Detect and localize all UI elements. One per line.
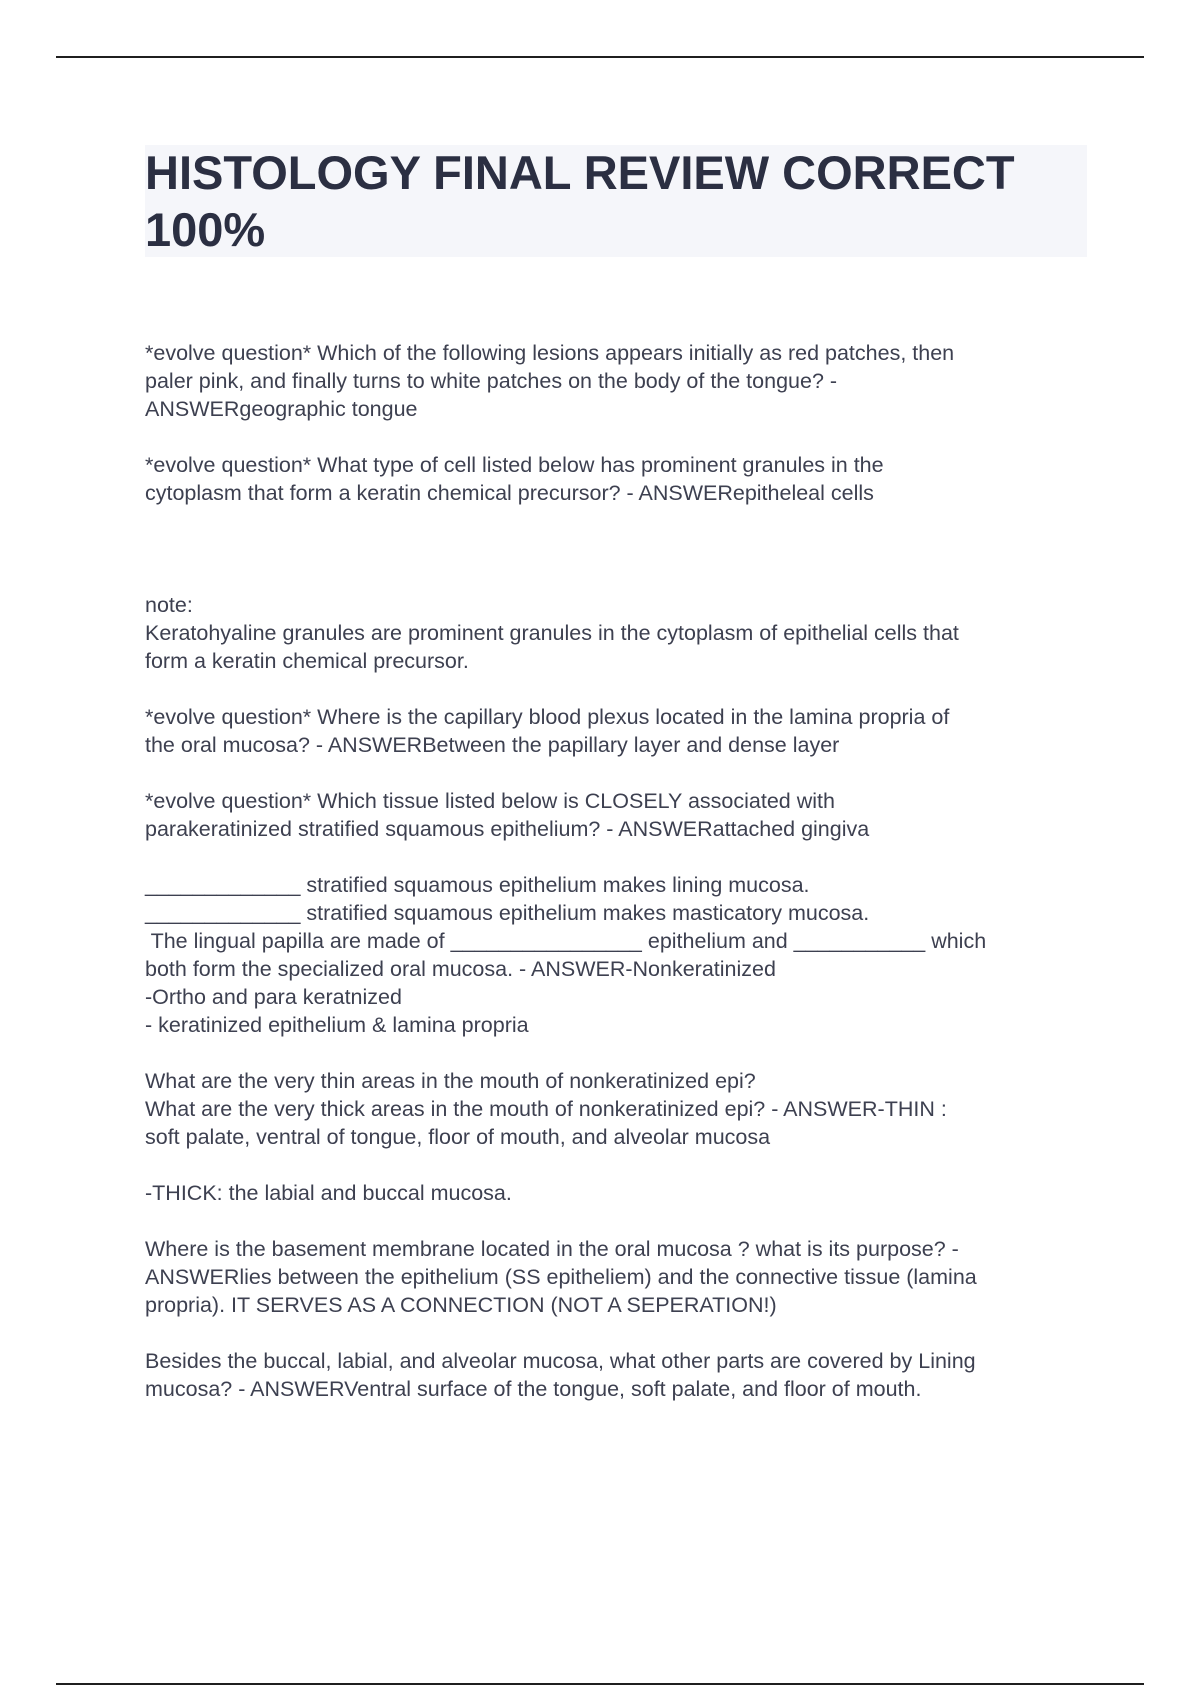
qa-entry [145, 871, 1095, 1039]
text-line: *evolve question* Which tissue listed below is CLOSELY associated with [145, 789, 835, 813]
text-line: ANSWERgeographic tongue [145, 397, 418, 421]
text-line: Keratohyaline granules are prominent granules in the cytoplasm of epithelial cells that [145, 621, 959, 645]
text-line: What are the very thin areas in the mouth of nonkeratinized epi? [145, 1069, 756, 1093]
title-line-2: 100% [145, 203, 266, 256]
text-line: soft palate, ventral of tongue, floor of mouth, and alveolar mucosa [145, 1125, 771, 1149]
document-body [145, 339, 1095, 1403]
text-line: the oral mucosa? - ANSWERBetween the papillary layer and dense layer [145, 733, 840, 757]
qa-entry [145, 339, 1095, 423]
text-line: *evolve question* Where is the capillary blood plexus located in the lamina propria of [145, 705, 950, 729]
text-line: Where is the basement membrane located in the oral mucosa ? what is its purpose? - [145, 1237, 959, 1261]
bottom-rule [56, 1683, 1144, 1685]
text-line: cytoplasm that form a keratin chemical precursor? - ANSWERepitheleal cells [145, 481, 874, 505]
title-line-1: HISTOLOGY FINAL REVIEW CORRECT [145, 146, 1015, 199]
text-line: _____________ stratified squamous epithelium makes masticatory mucosa. [145, 901, 870, 925]
top-rule [56, 56, 1144, 58]
text-line: ANSWERlies between the epithelium (SS epitheliem) and the connective tissue (lamina [145, 1265, 977, 1289]
qa-entry [145, 1235, 1095, 1319]
text-line: paler pink, and finally turns to white patches on the body of the tongue? - [145, 369, 838, 393]
qa-entry [145, 1347, 1095, 1403]
text-line: propria). IT SERVES AS A CONNECTION (NOT A SEPERATION!) [145, 1293, 777, 1317]
text-line: *evolve question* Which of the following lesions appears initially as red patches, then [145, 341, 955, 365]
text-line: -THICK: the labial and buccal mucosa. [145, 1181, 512, 1205]
document-title [145, 144, 1087, 258]
text-line: Besides the buccal, labial, and alveolar mucosa, what other parts are covered by Lining [145, 1349, 976, 1373]
text-line: - keratinized epithelium & lamina propria [145, 1013, 529, 1037]
text-line: -Ortho and para keratnized [145, 985, 402, 1009]
note-entry [145, 591, 1095, 675]
text-line: both form the specialized oral mucosa. - ANSWER-Nonkeratinized [145, 957, 776, 981]
text-line: form a keratin chemical precursor. [145, 649, 469, 673]
text-line: What are the very thick areas in the mouth of nonkeratinized epi? - ANSWER-THIN : [145, 1097, 947, 1121]
qa-entry [145, 1179, 1095, 1207]
text-line: _____________ stratified squamous epithelium makes lining mucosa. [145, 873, 810, 897]
text-line: *evolve question* What type of cell listed below has prominent granules in the [145, 453, 884, 477]
text-line: mucosa? - ANSWERVentral surface of the tongue, soft palate, and floor of mouth. [145, 1377, 922, 1401]
qa-entry [145, 1067, 1095, 1151]
qa-entry [145, 451, 1095, 507]
text-line: parakeratinized stratified squamous epithelium? - ANSWERattached gingiva [145, 817, 870, 841]
text-line: note: [145, 593, 193, 617]
text-line: The lingual papilla are made of ________________ epithelium and ___________ which [145, 929, 987, 953]
qa-entry [145, 703, 1095, 759]
qa-entry [145, 787, 1095, 843]
